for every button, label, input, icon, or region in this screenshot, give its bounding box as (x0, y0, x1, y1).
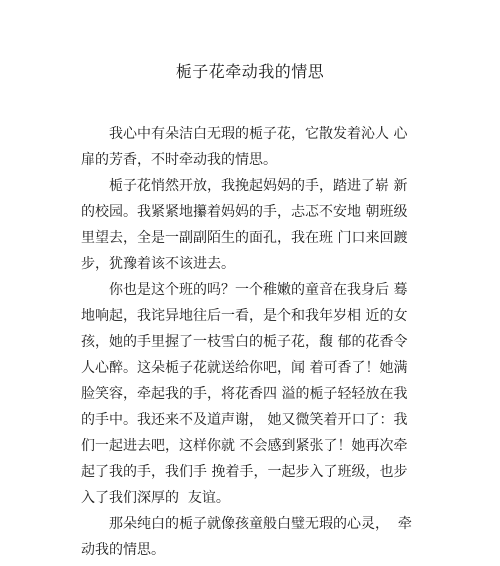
text-line: 动我的情思。 (81, 542, 165, 558)
text-line: 的手中。我还来不及道声谢， 她又微笑着开口了：我 (81, 412, 408, 428)
document-title: 栀子花牵动我的情思 (175, 62, 325, 81)
text-line: 地响起，我诧异地往后一看，是个和我年岁相 近的女 (81, 308, 408, 324)
text-line: 栀子花悄然开放，我挽起妈妈的手，踏进了崭 新 (109, 178, 408, 194)
text-line: 的校园。我紧紧地攥着妈妈的手，忐忑不安地 朝班级 (81, 204, 408, 220)
text-line: 那朵纯白的栀子就像孩童般白璧无瑕的心灵， 牵 (109, 516, 412, 532)
text-line: 里望去，全是一副副陌生的面孔，我在班 门口来回踱 (81, 230, 408, 246)
text-line: 人心醉。这朵栀子花就送给你吧，闻 着可香了！她满 (81, 360, 408, 376)
text-line: 我心中有朵洁白无瑕的栀子花，它散发着沁人 心 (109, 126, 408, 142)
text-line: 起了我的手，我们手 挽着手，一起步入了班级，也步 (81, 464, 408, 480)
text-line: 们一起进去吧，这样你就 不会感到紧张了！她再次牵 (81, 438, 408, 454)
document-body (81, 121, 412, 563)
text-line: 步，犹豫着该不该进去。 (81, 256, 235, 272)
text-line: 扉的芳香，不时牵动我的情思。 (81, 152, 277, 168)
text-line: 入了我们深厚的 友谊。 (81, 490, 230, 506)
text-line: 脸笑容，牵起我的手，将花香四 溢的栀子轻轻放在我 (81, 386, 408, 402)
text-line: 你也是这个班的吗？一个稚嫩的童音在我身后 蓦 (109, 282, 408, 298)
text-line: 孩，她的手里握了一枝雪白的栀子花，馥 郁的花香令 (81, 334, 408, 350)
